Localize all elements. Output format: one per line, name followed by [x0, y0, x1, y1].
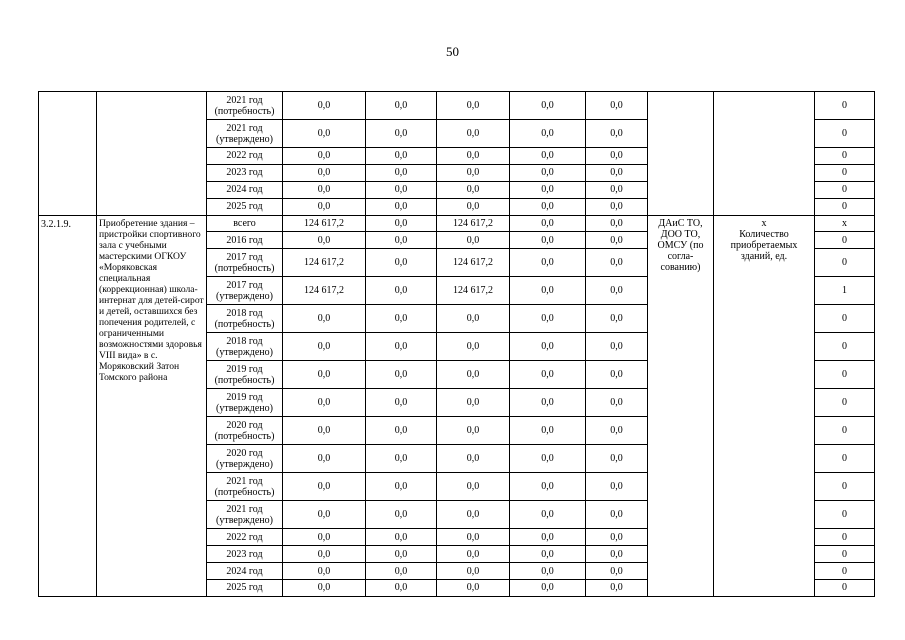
value-cell: 0,0	[510, 529, 586, 546]
value-cell: 0,0	[366, 249, 437, 277]
value-cell: 0,0	[586, 249, 648, 277]
value-cell: 0,0	[586, 445, 648, 473]
value-cell: 0,0	[437, 361, 510, 389]
indicator-value-cell: 0	[815, 120, 875, 148]
value-cell: 0,0	[437, 305, 510, 333]
value-cell: 0,0	[586, 333, 648, 361]
value-cell: 0,0	[366, 501, 437, 529]
value-cell: 0,0	[437, 181, 510, 198]
value-cell: 0,0	[586, 563, 648, 580]
value-cell: 0,0	[366, 164, 437, 181]
value-cell: 0,0	[366, 361, 437, 389]
value-cell: 0,0	[586, 417, 648, 445]
value-cell: 0,0	[510, 215, 586, 232]
value-cell: 0,0	[586, 92, 648, 120]
indicator-value-cell: 0	[815, 164, 875, 181]
value-cell: 0,0	[437, 120, 510, 148]
year-cell: 2017 год (утверждено)	[207, 277, 283, 305]
value-cell: 0,0	[586, 389, 648, 417]
value-cell: 0,0	[510, 389, 586, 417]
indicator-value-cell: 0	[815, 148, 875, 165]
year-cell: 2018 год (потребность)	[207, 305, 283, 333]
value-cell: 0,0	[437, 417, 510, 445]
table-row	[39, 92, 875, 120]
value-cell: 0,0	[366, 181, 437, 198]
value-cell: 0,0	[283, 389, 366, 417]
value-cell: 0,0	[283, 181, 366, 198]
value-cell: 0,0	[437, 232, 510, 249]
value-cell: 0,0	[283, 333, 366, 361]
value-cell: 0,0	[510, 92, 586, 120]
value-cell: 0,0	[510, 198, 586, 215]
indicator-value-cell: 0	[815, 232, 875, 249]
value-cell: 124 617,2	[437, 215, 510, 232]
value-cell: 124 617,2	[437, 249, 510, 277]
indicator-value-cell: 0	[815, 580, 875, 597]
value-cell: 0,0	[510, 445, 586, 473]
value-cell: 0,0	[586, 529, 648, 546]
value-cell: 0,0	[586, 501, 648, 529]
value-cell: 0,0	[510, 580, 586, 597]
value-cell: 0,0	[510, 501, 586, 529]
value-cell: 0,0	[586, 546, 648, 563]
value-cell: 0,0	[283, 546, 366, 563]
value-cell: 0,0	[283, 361, 366, 389]
value-cell: 0,0	[366, 389, 437, 417]
value-cell: 0,0	[510, 277, 586, 305]
indicator-name-text: Количество приобретаемых зданий, ед.	[730, 228, 798, 262]
indicator-value-cell: 0	[815, 563, 875, 580]
indicator-value-cell: 0	[815, 249, 875, 277]
indicator-value-cell: 0	[815, 305, 875, 333]
value-cell: 0,0	[366, 215, 437, 232]
value-cell: 124 617,2	[283, 215, 366, 232]
value-cell: 0,0	[366, 473, 437, 501]
value-cell: 0,0	[283, 120, 366, 148]
value-cell: 0,0	[510, 333, 586, 361]
value-cell: 0,0	[283, 232, 366, 249]
value-cell: 0,0	[366, 232, 437, 249]
value-cell: 0,0	[437, 92, 510, 120]
value-cell: 0,0	[586, 277, 648, 305]
value-cell: 0,0	[366, 305, 437, 333]
value-cell: 0,0	[437, 333, 510, 361]
value-cell: 0,0	[510, 546, 586, 563]
year-cell: 2020 год (утверждено)	[207, 445, 283, 473]
indicator-value-cell: x	[815, 215, 875, 232]
year-cell: 2023 год	[207, 546, 283, 563]
value-cell: 0,0	[510, 181, 586, 198]
value-cell: 0,0	[586, 164, 648, 181]
value-cell: 0,0	[510, 249, 586, 277]
value-cell: 0,0	[366, 563, 437, 580]
value-cell: 0,0	[437, 501, 510, 529]
year-cell: 2021 год (потребность)	[207, 473, 283, 501]
year-cell: 2025 год	[207, 580, 283, 597]
value-cell: 0,0	[366, 529, 437, 546]
value-cell: 0,0	[437, 198, 510, 215]
value-cell: 0,0	[366, 92, 437, 120]
indicator-value-cell: 0	[815, 473, 875, 501]
value-cell: 0,0	[283, 148, 366, 165]
value-cell: 0,0	[586, 580, 648, 597]
year-cell: 2022 год	[207, 148, 283, 165]
value-cell: 124 617,2	[437, 277, 510, 305]
indicator-name-cell	[714, 215, 815, 596]
value-cell: 0,0	[437, 563, 510, 580]
value-cell: 0,0	[510, 473, 586, 501]
value-cell: 0,0	[366, 546, 437, 563]
year-cell: 2016 год	[207, 232, 283, 249]
value-cell: 124 617,2	[283, 249, 366, 277]
value-cell: 0,0	[437, 445, 510, 473]
value-cell: 0,0	[366, 580, 437, 597]
value-cell: 0,0	[366, 198, 437, 215]
indicator-value-cell: 0	[815, 389, 875, 417]
prev-name-cell	[97, 92, 207, 216]
value-cell: 0,0	[283, 501, 366, 529]
year-cell: 2020 год (потребность)	[207, 417, 283, 445]
value-cell: 0,0	[586, 148, 648, 165]
value-cell: 0,0	[510, 563, 586, 580]
table-row	[39, 215, 875, 232]
value-cell: 0,0	[510, 417, 586, 445]
indicator-value-cell: 1	[815, 277, 875, 305]
year-cell: 2021 год (утверждено)	[207, 120, 283, 148]
value-cell: 0,0	[437, 148, 510, 165]
value-cell: 0,0	[283, 529, 366, 546]
value-cell: 0,0	[283, 445, 366, 473]
year-cell: 2024 год	[207, 563, 283, 580]
value-cell: 124 617,2	[283, 277, 366, 305]
value-cell: 0,0	[283, 473, 366, 501]
value-cell: 0,0	[366, 333, 437, 361]
value-cell: 0,0	[437, 473, 510, 501]
prev-indicator-name-cell	[714, 92, 815, 216]
value-cell: 0,0	[283, 417, 366, 445]
year-cell: 2024 год	[207, 181, 283, 198]
year-cell: всего	[207, 215, 283, 232]
value-cell: 0,0	[283, 164, 366, 181]
year-cell: 2019 год (потребность)	[207, 361, 283, 389]
value-cell: 0,0	[586, 361, 648, 389]
value-cell: 0,0	[366, 148, 437, 165]
year-cell: 2018 год (утверждено)	[207, 333, 283, 361]
year-cell: 2021 год (утверждено)	[207, 501, 283, 529]
year-cell: 2019 год (утверждено)	[207, 389, 283, 417]
indicator-value-cell: 0	[815, 198, 875, 215]
year-cell: 2025 год	[207, 198, 283, 215]
value-cell: 0,0	[510, 164, 586, 181]
value-cell: 0,0	[586, 305, 648, 333]
section-number: 3.2.1.9.	[39, 215, 97, 596]
value-cell: 0,0	[437, 389, 510, 417]
section-name: Приобретение здания – пристройки спортивного зала с учебными мастерскими ОГКОУ «Моряковская специальная (коррекционная) школа-интернат для детей-сирот и детей, оставшихся без попечения родителей, с ограниченными возможностями здоровья VIII вида» в с. Моряковский Затон Томского района	[97, 215, 207, 596]
indicator-value-cell: 0	[815, 333, 875, 361]
indicator-value-cell: 0	[815, 361, 875, 389]
value-cell: 0,0	[283, 92, 366, 120]
value-cell: 0,0	[586, 473, 648, 501]
value-cell: 0,0	[437, 529, 510, 546]
value-cell: 0,0	[586, 215, 648, 232]
indicator-value-cell: 0	[815, 417, 875, 445]
value-cell: 0,0	[366, 417, 437, 445]
indicator-value-cell: 0	[815, 445, 875, 473]
value-cell: 0,0	[510, 120, 586, 148]
value-cell: 0,0	[366, 277, 437, 305]
indicator-name-mark: x	[761, 217, 767, 229]
value-cell: 0,0	[283, 563, 366, 580]
indicator-value-cell: 0	[815, 92, 875, 120]
value-cell: 0,0	[366, 445, 437, 473]
year-cell: 2021 год (потребность)	[207, 92, 283, 120]
value-cell: 0,0	[437, 164, 510, 181]
value-cell: 0,0	[586, 120, 648, 148]
value-cell: 0,0	[437, 580, 510, 597]
prev-number-cell	[39, 92, 97, 216]
value-cell: 0,0	[510, 148, 586, 165]
value-cell: 0,0	[283, 580, 366, 597]
year-cell: 2022 год	[207, 529, 283, 546]
indicator-value-cell: 0	[815, 529, 875, 546]
value-cell: 0,0	[586, 232, 648, 249]
value-cell: 0,0	[283, 198, 366, 215]
year-cell: 2023 год	[207, 164, 283, 181]
value-cell: 0,0	[366, 120, 437, 148]
value-cell: 0,0	[510, 361, 586, 389]
value-cell: 0,0	[510, 232, 586, 249]
indicator-value-cell: 0	[815, 546, 875, 563]
value-cell: 0,0	[586, 181, 648, 198]
value-cell: 0,0	[283, 305, 366, 333]
year-cell: 2017 год (потребность)	[207, 249, 283, 277]
indicator-value-cell: 0	[815, 501, 875, 529]
budget-table	[38, 91, 875, 597]
value-cell: 0,0	[510, 305, 586, 333]
value-cell: 0,0	[586, 198, 648, 215]
prev-executor-cell	[648, 92, 714, 216]
executor-cell: ДАиС ТО, ДОО ТО, ОМСУ (по согла-сованию)	[648, 215, 714, 596]
page-number: 50	[446, 44, 459, 59]
indicator-value-cell: 0	[815, 181, 875, 198]
value-cell: 0,0	[437, 546, 510, 563]
